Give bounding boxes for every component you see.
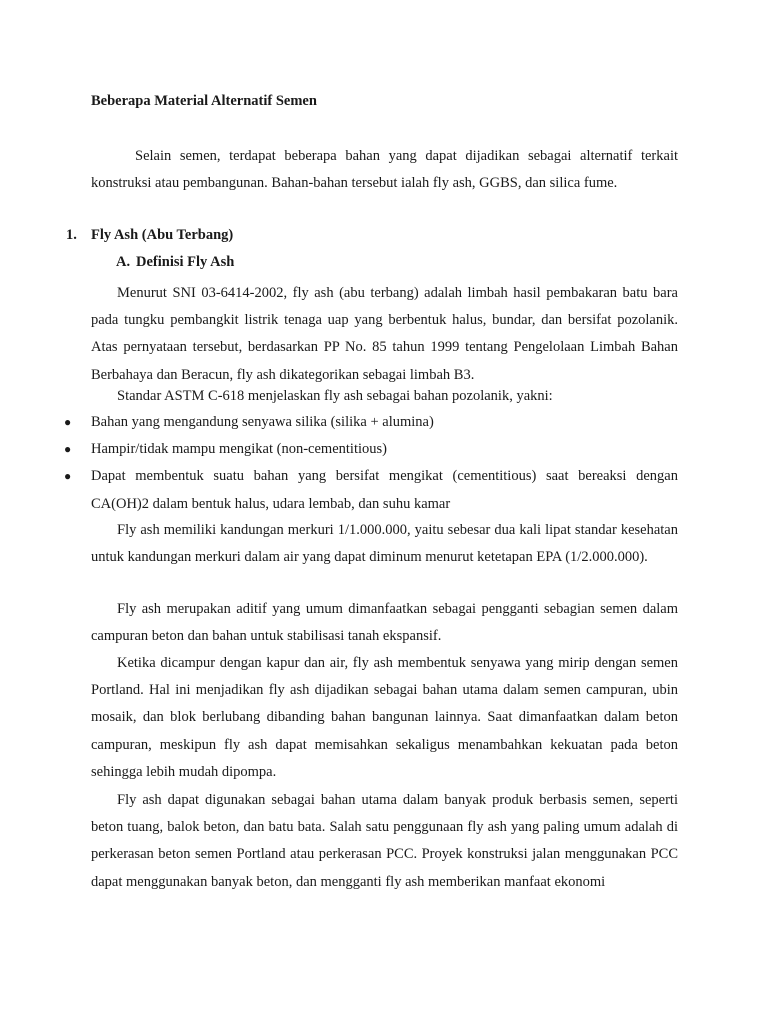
bullet-text: Bahan yang mengandung senyawa silika (silika + alumina) <box>91 414 434 430</box>
list-item <box>58 409 678 436</box>
bullet-icon: ● <box>64 469 72 484</box>
list-item <box>58 463 678 517</box>
subsection-title: Definisi Fly Ash <box>136 254 235 270</box>
section-heading-fly-ash <box>66 227 233 244</box>
intro-paragraph: Selain semen, terdapat beberapa bahan yang dapat dijadikan sebagai alternatif terkait konstruksi atau pembangunan. Bahan-bahan tersebut ialah fly ash, GGBS, dan silica fume. <box>91 148 678 192</box>
paragraph-mercury-content: Fly ash memiliki kandungan merkuri 1/1.000.000, yaitu sebesar dua kali lipat standar kesehatan untuk kandungan merkuri dalam air yang dapat diminum menurut ketetapan EPA (1/2.000.000). <box>91 522 678 566</box>
paragraph-portland-like: Ketika dicampur dengan kapur dan air, fly ash membentuk senyawa yang mirip dengan semen Portland. Hal ini menjadikan fly ash dijadikan sebagai bahan utama dalam semen campuran, ubin mosaik, dan blok berlubang dibanding bahan bangunan lainnya. Saat dimanfaatkan dalam beton campuran, meskipun fly ash dapat memisahkan sekaligus menambahkan kekuatan pada beton sehingga lebih mudah dipompa. <box>91 655 678 780</box>
bullet-icon: ● <box>64 415 72 429</box>
bullet-text: Dapat membentuk suatu bahan yang bersifat mengikat (cementitious) saat bereaksi dengan CA(OH)2 dalam bentuk halus, udara lembab, dan suhu kamar <box>91 468 678 512</box>
paragraph-sni-definition: Menurut SNI 03-6414-2002, fly ash (abu terbang) adalah limbah hasil pembakaran batu bara pada tungku pembangkit listrik tenaga uap yang berbentuk halus, bundar, dan bersifat pozolanik. Atas pernyataan tersebut, berdasarkan PP No. 85 tahun 1999 tentang Pengelolaan Limbah Bahan Berbahaya dan Beracun, fly ash dikategorikan sebagai limbah B3. <box>91 285 678 383</box>
paragraph-additive-use: Fly ash merupakan aditif yang umum dimanfaatkan sebagai pengganti sebagian semen dalam campuran beton dan bahan untuk stabilisasi tanah ekspansif. <box>91 601 678 645</box>
paragraph-astm-intro: Standar ASTM C-618 menjelaskan fly ash sebagai bahan pozolanik, yakni: <box>117 388 553 404</box>
bullet-icon: ● <box>64 442 72 457</box>
section-number: 1. <box>66 227 77 243</box>
paragraph-cement-products: Fly ash dapat digunakan sebagai bahan utama dalam banyak produk berbasis semen, seperti beton tuang, balok beton, dan batu bata. Salah satu penggunaan fly ash yang paling umum adalah di perkerasan beton semen Portland atau perkerasan PCC. Proyek konstruksi jalan menggunakan PCC dapat menggunakan banyak beton, dan mengganti fly ash memberikan manfaat ekonomi <box>91 792 678 890</box>
bullet-text: Hampir/tidak mampu mengikat (non-cementitious) <box>91 441 387 458</box>
list-item <box>58 436 678 463</box>
subsection-letter: A. <box>116 254 131 270</box>
document-title: Beberapa Material Alternatif Semen <box>91 93 317 109</box>
section-title: Fly Ash (Abu Terbang) <box>91 227 234 243</box>
subsection-heading-definition <box>116 254 234 271</box>
astm-bullet-list <box>58 409 678 518</box>
